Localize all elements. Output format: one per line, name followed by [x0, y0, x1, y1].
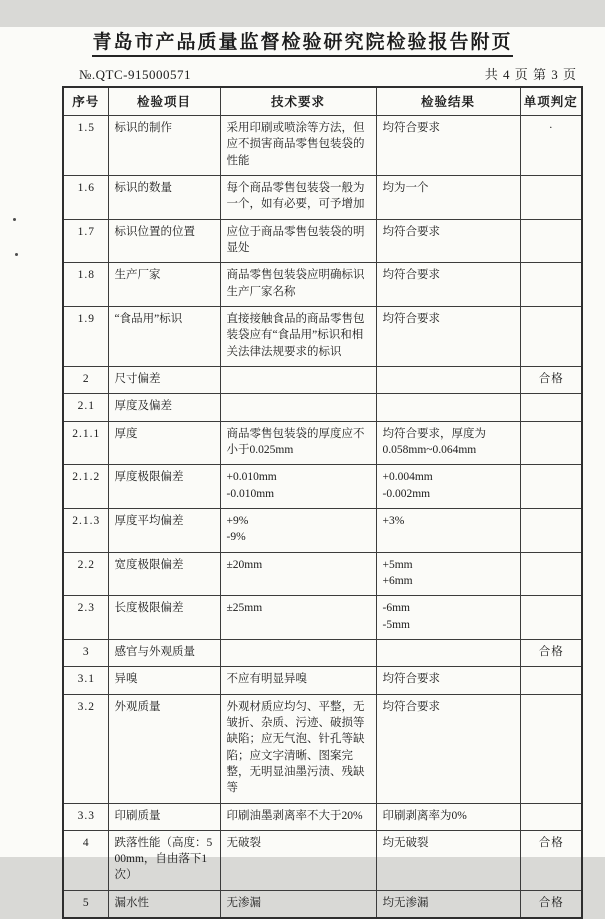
- cell-result: 均符合要求: [376, 263, 520, 307]
- cell-requirement: [220, 639, 376, 666]
- table-row: [63, 508, 582, 552]
- cell-item: 厚度极限偏差: [108, 465, 220, 509]
- cell-verdict: [520, 596, 582, 640]
- table-row: [63, 667, 582, 694]
- cell-result: 均符合要求: [376, 219, 520, 263]
- cell-requirement: 外观材质应均匀、平整，无皱折、杂质、污迹、破损等缺陷；应无气泡、针孔等缺陷；应文字清晰、图案完整，无明显油墨污渍、残缺等: [220, 694, 376, 803]
- cell-seq-no: 2.1.3: [63, 508, 108, 552]
- table-row: [63, 175, 582, 219]
- cell-verdict: [520, 667, 582, 694]
- cell-item: 尺寸偏差: [108, 366, 220, 393]
- cell-requirement: +9% -9%: [220, 508, 376, 552]
- scan-speck-icon: [15, 253, 18, 256]
- cell-requirement: 无破裂: [220, 830, 376, 890]
- cell-verdict: 合格: [520, 890, 582, 918]
- cell-seq-no: 2.3: [63, 596, 108, 640]
- cell-result: +3%: [376, 508, 520, 552]
- cell-result: 均符合要求: [376, 306, 520, 366]
- cell-seq-no: 2.1: [63, 394, 108, 421]
- cell-requirement: 不应有明显异嗅: [220, 667, 376, 694]
- cell-seq-no: 5: [63, 890, 108, 918]
- cell-result: +0.004mm -0.002mm: [376, 465, 520, 509]
- cell-requirement: 每个商品零售包装袋一般为一个，如有必要，可予增加: [220, 175, 376, 219]
- cell-seq-no: 2.1.1: [63, 421, 108, 465]
- cell-result: 均为一个: [376, 175, 520, 219]
- table-row: [63, 465, 582, 509]
- table-row: [63, 552, 582, 596]
- cell-result: 均符合要求: [376, 116, 520, 176]
- cell-verdict: [520, 263, 582, 307]
- scan-speck-icon: [13, 218, 16, 221]
- cell-result: [376, 639, 520, 666]
- cell-item: “食品用”标识: [108, 306, 220, 366]
- table-row: [63, 639, 582, 666]
- cell-requirement: 无渗漏: [220, 890, 376, 918]
- table-row: [63, 366, 582, 393]
- cell-result: +5mm +6mm: [376, 552, 520, 596]
- cell-seq-no: 3.1: [63, 667, 108, 694]
- cell-requirement: 应位于商品零售包装袋的明显处: [220, 219, 376, 263]
- cell-seq-no: 3.2: [63, 694, 108, 803]
- cell-requirement: ±25mm: [220, 596, 376, 640]
- cell-item: 厚度平均偏差: [108, 508, 220, 552]
- cell-item: 感官与外观质量: [108, 639, 220, 666]
- cell-seq-no: 4: [63, 830, 108, 890]
- cell-seq-no: 3.3: [63, 803, 108, 830]
- page-title: [0, 27, 605, 57]
- cell-requirement: 商品零售包装袋应明确标识生产厂家名称: [220, 263, 376, 307]
- table-row: [63, 830, 582, 890]
- table-row: [63, 219, 582, 263]
- table-row: [63, 306, 582, 366]
- cell-verdict: [520, 394, 582, 421]
- cell-item: 漏水性: [108, 890, 220, 918]
- column-header-1: 序号: [63, 87, 108, 116]
- cell-verdict: [520, 421, 582, 465]
- cell-item: 异嗅: [108, 667, 220, 694]
- cell-item: 外观质量: [108, 694, 220, 803]
- cell-verdict: [520, 306, 582, 366]
- report-number: №.QTC-915000571: [79, 67, 191, 82]
- table-row: [63, 263, 582, 307]
- cell-requirement: 直接接触食品的商品零售包装袋应有“食品用”标识和相关法律法规要求的标识: [220, 306, 376, 366]
- cell-verdict: [520, 508, 582, 552]
- cell-item: 长度极限偏差: [108, 596, 220, 640]
- cell-verdict: ·: [520, 116, 582, 176]
- cell-verdict: [520, 552, 582, 596]
- table-body: [63, 116, 582, 919]
- document-page: [0, 27, 605, 909]
- cell-verdict: 合格: [520, 366, 582, 393]
- page-counter: 共 4 页 第 3 页: [484, 67, 577, 82]
- column-header-3: 技术要求: [220, 87, 376, 116]
- cell-seq-no: 1.6: [63, 175, 108, 219]
- table-row: [63, 803, 582, 830]
- cell-seq-no: 2.1.2: [63, 465, 108, 509]
- cell-item: 厚度及偏差: [108, 394, 220, 421]
- inspection-table: [62, 86, 583, 919]
- cell-result: [376, 394, 520, 421]
- table-row: [63, 890, 582, 918]
- cell-item: 厚度: [108, 421, 220, 465]
- cell-item: 标识的制作: [108, 116, 220, 176]
- cell-verdict: [520, 219, 582, 263]
- cell-seq-no: 1.5: [63, 116, 108, 176]
- column-header-2: 检验项目: [108, 87, 220, 116]
- column-header-5: 单项判定: [520, 87, 582, 116]
- cell-item: 宽度极限偏差: [108, 552, 220, 596]
- cell-seq-no: 1.9: [63, 306, 108, 366]
- cell-item: 标识的数量: [108, 175, 220, 219]
- cell-seq-no: 2.2: [63, 552, 108, 596]
- cell-result: 均符合要求: [376, 694, 520, 803]
- table-row: [63, 596, 582, 640]
- page-title-text: 青岛市产品质量监督检验研究院检验报告附页: [92, 27, 512, 57]
- cell-seq-no: 1.8: [63, 263, 108, 307]
- table-row: [63, 116, 582, 176]
- cell-seq-no: 3: [63, 639, 108, 666]
- table-row: [63, 694, 582, 803]
- cell-result: 均无破裂: [376, 830, 520, 890]
- cell-verdict: [520, 803, 582, 830]
- column-header-4: 检验结果: [376, 87, 520, 116]
- cell-requirement: 采用印刷或喷涂等方法，但应不损害商品零售包装袋的性能: [220, 116, 376, 176]
- cell-seq-no: 2: [63, 366, 108, 393]
- cell-result: 均符合要求: [376, 667, 520, 694]
- cell-requirement: [220, 366, 376, 393]
- cell-requirement: 商品零售包装袋的厚度应不小于0.025mm: [220, 421, 376, 465]
- cell-item: 跌落性能（高度：500mm，自由落下1次）: [108, 830, 220, 890]
- cell-item: 标识位置的位置: [108, 219, 220, 263]
- table-row: [63, 394, 582, 421]
- cell-item: 印刷质量: [108, 803, 220, 830]
- cell-verdict: [520, 465, 582, 509]
- cell-verdict: 合格: [520, 830, 582, 890]
- cell-seq-no: 1.7: [63, 219, 108, 263]
- cell-requirement: +0.010mm -0.010mm: [220, 465, 376, 509]
- cell-requirement: 印刷油墨剥离率不大于20%: [220, 803, 376, 830]
- cell-result: 均符合要求，厚度为 0.058mm~0.064mm: [376, 421, 520, 465]
- cell-verdict: [520, 694, 582, 803]
- cell-result: 均无渗漏: [376, 890, 520, 918]
- meta-row: [62, 64, 581, 83]
- table-row: [63, 421, 582, 465]
- cell-verdict: 合格: [520, 639, 582, 666]
- cell-requirement: ±20mm: [220, 552, 376, 596]
- cell-result: [376, 366, 520, 393]
- cell-result: 印刷剥离率为0%: [376, 803, 520, 830]
- cell-item: 生产厂家: [108, 263, 220, 307]
- header-row: [63, 87, 582, 116]
- cell-result: -6mm -5mm: [376, 596, 520, 640]
- cell-requirement: [220, 394, 376, 421]
- cell-verdict: [520, 175, 582, 219]
